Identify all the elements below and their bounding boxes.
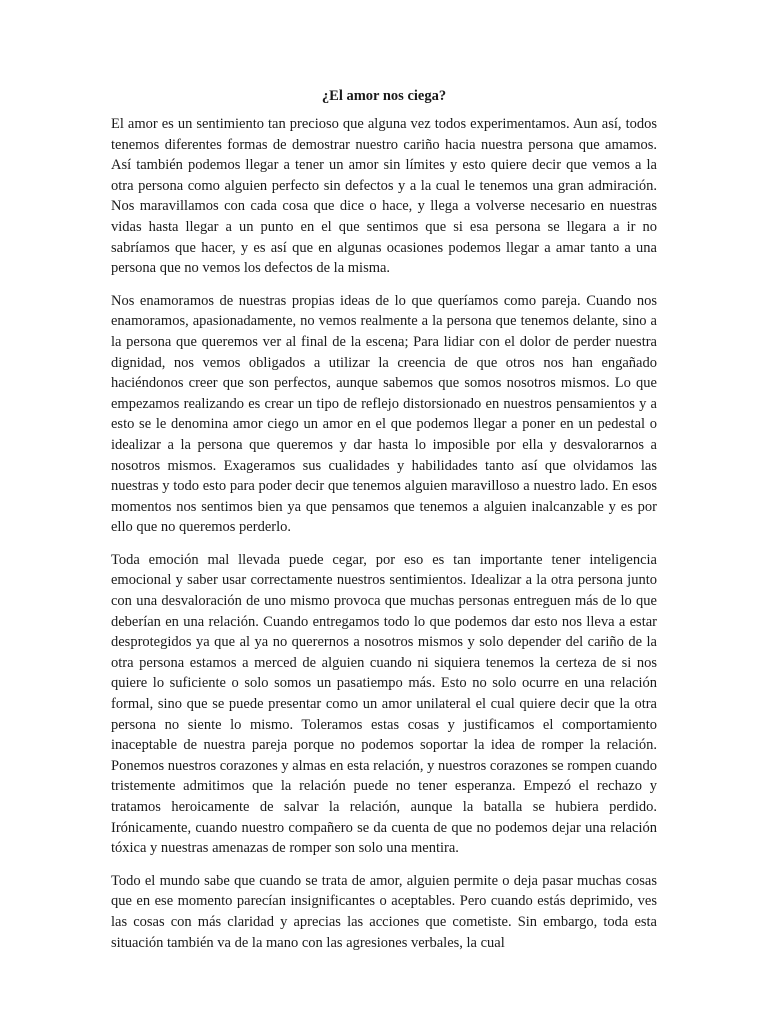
paragraph-4: Todo el mundo sabe que cuando se trata de amor, alguien permite o deja pasar muchas cosas que en ese momento parecían insignificantes o aceptables. Pero cuando estás deprimido, ves las cosas con más claridad y aprecias las acciones que cometiste. Sin embargo, toda esta situación también va de la mano con las agresiones verbales, la cual — [111, 872, 657, 951]
paragraph-1: El amor es un sentimiento tan precioso que alguna vez todos experimentamos. Aun así, todos tenemos diferentes formas de demostrar nuestro cariño hacia nuestra persona que amamos. Así también podemos llegar a tener un amor sin límites y esto quiere decir que vemos a la otra persona como alguien perfecto sin defectos y a la cual le tenemos una gran admiración. Nos maravillamos con cada cosa que dice o hace, y llega a volverse necesario en nuestras vidas hasta llegar a un punto en el que sentimos que si esa persona se llegara a ir no sabríamos que hacer, y es así que en algunas ocasiones podemos llegar a amar tanto a una persona que no vemos los defectos de la misma. — [111, 116, 657, 277]
document-body — [111, 114, 657, 965]
document-title: ¿El amor nos ciega? — [321, 88, 447, 104]
paragraph-2: Nos enamoramos de nuestras propias ideas de lo que queríamos como pareja. Cuando nos enamoramos, apasionadamente, no vemos realmente a la persona que tenemos delante, sino a la persona que queremos ver al final de la escena; Para lidiar con el dolor de perder nuestra dignidad, nos vemos obligados a utilizar la creencia de que otros nos han engañado haciéndonos creer que son perfectos, aunque sabemos que somos nosotros mismos. Lo que empezamos realizando es crear un tipo de reflejo distorsionado en nuestros pensamientos y a esto se le denomina amor ciego un amor en el que podemos llegar a poner en un pedestal o idealizar a la persona que queremos y dar hasta lo imposible por ella y desvalorarnos a nosotros mismos. Exageramos sus cualidades y habilidades tanto así que olvidamos las nuestras y todo esto para poder decir que tenemos alguien maravilloso a nuestro lado. En esos momentos nos sentimos bien ya que pensamos que tenemos a alguien inalcanzable y es por ello que no queremos perderlo. — [111, 292, 657, 536]
paragraph-3: Toda emoción mal llevada puede cegar, por eso es tan importante tener inteligencia emocional y saber usar correctamente nuestros sentimientos. Idealizar a la otra persona junto con una desvaloración de uno mismo provoca que muchas personas entreguen más de lo que deberían en una relación. Cuando entregamos todo lo que podemos dar esto nos lleva a estar desprotegidos ya que al ya no querernos a nosotros mismos y solo depender del cariño de la otra persona estamos a merced de alguien cuando ni siquiera tenemos la certeza de si nos quiere lo suficiente o solo somos un pasatiempo más. Esto no solo ocurre en una relación formal, sino que se puede presentar como un amor unilateral el cual quiere decir que la otra persona no siente lo mismo. Toleramos estas cosas y justificamos el comportamiento inaceptable de nuestra pareja porque no podemos soportar la idea de romper la relación. Ponemos nuestros corazones y almas en esta relación, y nuestros corazones se rompen cuando tristemente admitimos que la relación puede no tener esperanza. Empezó el rechazo y tratamos heroicamente de salvar la relación, aunque la batalla se hubiera perdido. Irónicamente, cuando nuestro compañero se da cuenta de que no podemos dejar una relación tóxica y nuestras amenazas de romper son solo una mentira. — [111, 551, 657, 857]
